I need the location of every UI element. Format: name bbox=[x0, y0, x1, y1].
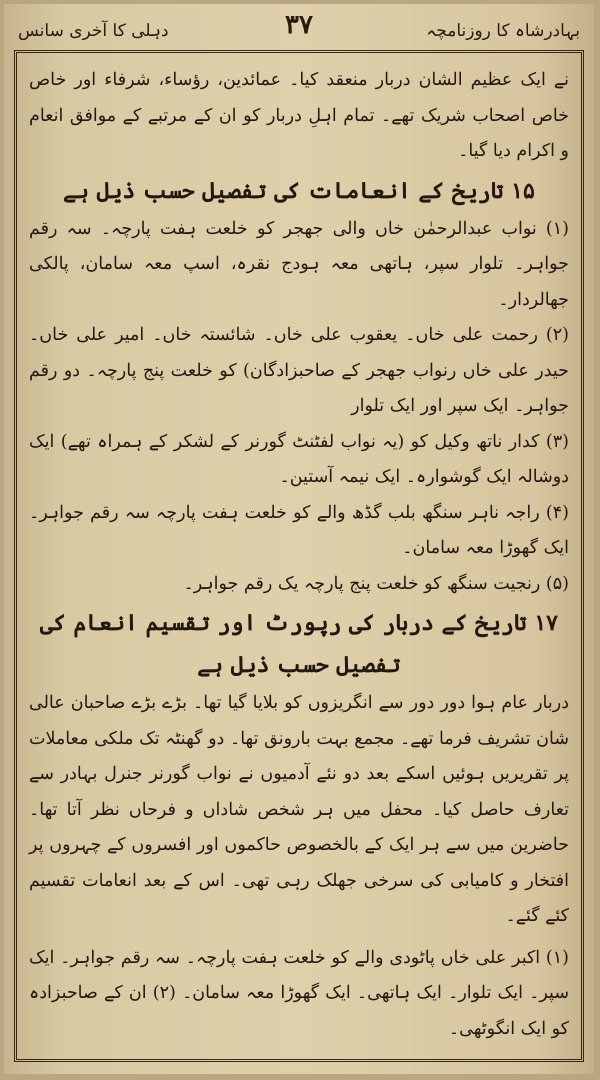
list-item: (۱) اکبر علی خاں پاٹودی والے کو خلعت ہفت پارچہ۔ سہ رقم جواہر۔ ایک سپر۔ ایک تلوار۔ ایک ہاتھی۔ ایک گھوڑا معہ سامان۔ (۲) ان کے صاحبزادہ کو ایک انگوٹھی۔ bbox=[29, 947, 569, 1039]
intro-paragraph: نے ایک عظیم الشان دربار منعقد کیا۔ عمائدین، رؤساء، شرفاء اور خاص خاص اصحاب شریک تھے۔ تمام اہلِ دربار کو ان کے مرتبے کے موافق انعام و اکرام دیا گیا۔ bbox=[29, 70, 569, 161]
header-book-title: بہادرشاہ کا روزنامچہ bbox=[426, 21, 580, 41]
running-header bbox=[18, 10, 580, 50]
page-number: ۳۷ bbox=[285, 10, 313, 40]
list-item: (۴) راجہ ناہر سنگھ بلب گڈھ والے کو خلعت ہفت پارچہ سہ رقم جواہر۔ ایک گھوڑا معہ سامان۔ bbox=[29, 502, 569, 558]
list-item: (۳) کدار ناتھ وکیل کو (یہ نواب لفٹنٹ گورنر کے لشکر کے ہمراہ تھے) ایک دوشالہ ایک گوشوارہ۔ ایک نیمہ آستین۔ bbox=[29, 431, 569, 487]
text-frame bbox=[14, 50, 584, 1062]
section-heading-17: ۱۷ تاریخ کے دربار کی رپورٹ اور تقسیم انعام کی تفصیل حسب ذیل ہے bbox=[40, 610, 558, 678]
list-item: (۵) رنجیت سنگھ کو خلعت پنج پارچہ یک رقم جواہر۔ bbox=[183, 573, 569, 594]
book-page bbox=[4, 4, 594, 1074]
list-item: (۱) نواب عبدالرحمٰن خاں والی جھجر کو خلعت ہفت پارچہ۔ سہ رقم جواہر۔ تلوار سپر، ہاتھی معہ ہودج نقرہ، اسپ معہ سامان، پالکی جھالردار۔ bbox=[29, 218, 569, 310]
darbar-report-paragraph: دربار عام ہوا دور دور سے انگریزوں کو بلایا گیا تھا۔ بڑے بڑے صاحبان عالی شان تشریف فرما تھے۔ مجمع بہت بارونق تھا۔ دو گھنٹہ تک ملکی معاملات پر تقریریں ہوئیں اسکے بعد دو نئے آدمیوں نے نواب گورنر جنرل بہادر سے تعارف حاصل کیا۔ محفل میں ہر شخص شاداں و فرحاں نظر آتا تھا۔ حاضرین میں سے ہر ایک کے بالخصوص حاکموں اور افسروں کے چہروں پر افتخار و کامیابی کی سرخی جھلک رہی تھی۔ اس کے بعد انعامات تقسیم کئے گئے۔ bbox=[29, 693, 569, 926]
list-item: (۲) رحمت علی خاں۔ یعقوب علی خاں۔ شائستہ خاں۔ امیر علی خاں۔ حیدر علی خاں رنواب جھجر کے صاحبزادگان) کو خلعت پنج پارچہ۔ دو رقم جواہر۔ ایک سپر اور ایک تلوار bbox=[29, 325, 569, 416]
section-heading-15: ۱۵ تاریخ کے انعامات کی تفصیل حسب ذیل ہے bbox=[63, 177, 535, 204]
header-chapter-title: دہلی کا آخری سانس bbox=[18, 21, 169, 41]
